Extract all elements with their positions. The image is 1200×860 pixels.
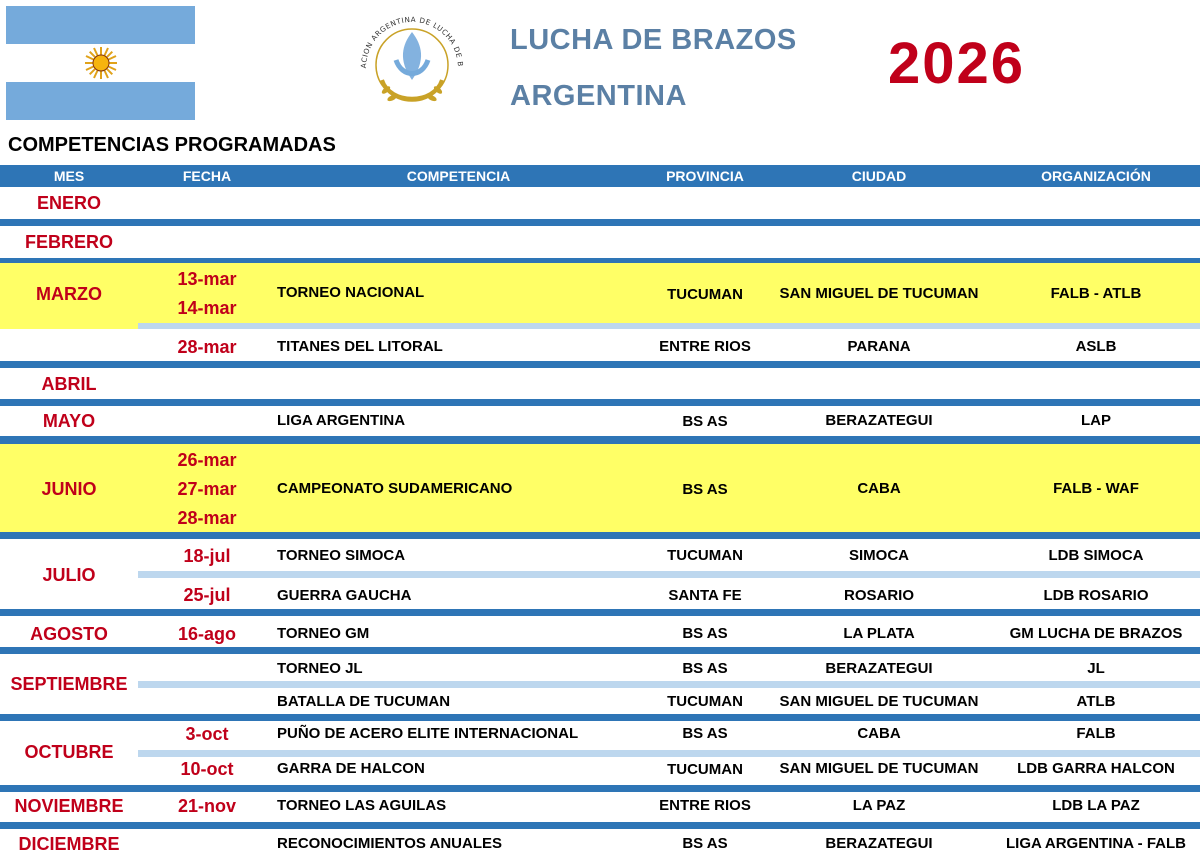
page-title-line2: ARGENTINA <box>510 80 687 112</box>
event-provincia: BS AS <box>682 481 728 498</box>
event-provincia: SANTA FE <box>668 587 742 604</box>
event-organizacion: LDB ROSARIO <box>1043 587 1149 604</box>
event-organizacion: LDB LA PAZ <box>1052 797 1140 814</box>
row-divider <box>0 361 1200 368</box>
row-divider <box>138 681 1200 688</box>
month-septiembre: SEPTIEMBRE <box>10 674 128 694</box>
month-marzo: MARZO <box>36 284 102 304</box>
event-organizacion: ATLB <box>1076 693 1116 710</box>
event-provincia: ENTRE RIOS <box>659 797 751 814</box>
event-ciudad: BERAZATEGUI <box>825 412 933 429</box>
event-date: 10-oct <box>180 759 234 779</box>
event-organizacion: FALB - ATLB <box>1050 285 1142 302</box>
month-abril: ABRIL <box>41 374 97 394</box>
row-divider <box>138 323 1200 329</box>
row-divider <box>138 571 1200 578</box>
event-organizacion: JL <box>1087 660 1105 677</box>
row-divider <box>0 399 1200 406</box>
month-noviembre: NOVIEMBRE <box>14 796 124 816</box>
highlight-marzo-mes <box>0 323 138 329</box>
event-ciudad: SAN MIGUEL DE TUCUMAN <box>779 285 979 302</box>
event-ciudad: CABA <box>857 480 901 497</box>
event-ciudad: PARANA <box>847 338 911 355</box>
month-julio: JULIO <box>42 565 96 585</box>
event-organizacion: ASLB <box>1075 338 1117 355</box>
event-competencia: TITANES DEL LITORAL <box>277 338 443 355</box>
event-date: 3-oct <box>185 724 229 744</box>
event-date: 21-nov <box>177 796 237 816</box>
month-octubre: OCTUBRE <box>24 742 114 762</box>
event-competencia: TORNEO JL <box>277 660 363 677</box>
year-label: 2026 <box>888 31 1026 96</box>
row-divider <box>0 714 1200 721</box>
event-competencia: TORNEO LAS AGUILAS <box>277 797 447 814</box>
row-divider <box>0 822 1200 829</box>
event-provincia: BS AS <box>682 660 728 677</box>
column-header-mes: MES <box>53 168 85 184</box>
event-date: 14-mar <box>177 298 237 318</box>
event-provincia: BS AS <box>682 835 728 852</box>
event-date: 28-mar <box>177 508 237 528</box>
event-ciudad: LA PLATA <box>843 625 915 642</box>
event-provincia: ENTRE RIOS <box>659 338 751 355</box>
event-organizacion: LDB GARRA HALCON <box>1017 760 1175 777</box>
event-organizacion: FALB - WAF <box>1053 480 1139 497</box>
event-competencia: TORNEO NACIONAL <box>277 284 425 301</box>
event-provincia: TUCUMAN <box>667 761 743 778</box>
event-organizacion: LIGA ARGENTINA - FALB <box>1006 835 1186 852</box>
row-divider <box>0 609 1200 616</box>
event-date: 26-mar <box>177 450 237 470</box>
event-competencia: RECONOCIMIENTOS ANUALES <box>277 835 503 852</box>
event-ciudad: LA PAZ <box>852 797 906 814</box>
event-provincia: TUCUMAN <box>667 693 743 710</box>
federation-seal <box>352 10 472 120</box>
event-competencia: TORNEO SIMOCA <box>277 547 406 564</box>
event-ciudad: SAN MIGUEL DE TUCUMAN <box>779 760 979 777</box>
event-provincia: TUCUMAN <box>667 547 743 564</box>
section-title: COMPETENCIAS PROGRAMADAS <box>8 134 336 156</box>
event-competencia: TORNEO GM <box>277 625 370 642</box>
row-divider <box>0 219 1200 226</box>
event-date: 25-jul <box>183 585 231 605</box>
table-header <box>0 165 1200 187</box>
event-date: 18-jul <box>183 546 231 566</box>
month-enero: ENERO <box>36 193 101 213</box>
event-ciudad: ROSARIO <box>843 587 914 604</box>
event-ciudad: BERAZATEGUI <box>825 835 933 852</box>
row-divider <box>0 532 1200 539</box>
column-header-provincia: PROVINCIA <box>666 168 744 184</box>
event-date: 13-mar <box>177 269 237 289</box>
month-junio: JUNIO <box>41 479 97 499</box>
month-agosto: AGOSTO <box>30 624 108 644</box>
event-competencia: PUÑO DE ACERO ELITE INTERNACIONAL <box>277 725 579 742</box>
event-competencia: LIGA ARGENTINA <box>277 412 406 429</box>
event-ciudad: BERAZATEGUI <box>825 660 933 677</box>
event-ciudad: CABA <box>857 725 901 742</box>
event-provincia: BS AS <box>682 725 728 742</box>
event-ciudad: SIMOCA <box>849 547 909 564</box>
event-competencia: GARRA DE HALCON <box>277 760 425 777</box>
month-diciembre: DICIEMBRE <box>18 834 120 854</box>
row-divider <box>0 436 1200 444</box>
event-competencia: CAMPEONATO SUDAMERICANO <box>277 480 513 497</box>
event-organizacion: LAP <box>1081 412 1111 429</box>
row-divider <box>0 785 1200 792</box>
event-date: 28-mar <box>177 337 237 357</box>
column-header-competencia: COMPETENCIA <box>406 168 511 184</box>
event-competencia: GUERRA GAUCHA <box>277 587 412 604</box>
row-divider <box>138 750 1200 757</box>
event-organizacion: LDB SIMOCA <box>1048 547 1144 564</box>
sun-of-may-icon <box>84 46 118 80</box>
column-header-organizacion: ORGANIZACIÓN <box>1041 168 1151 184</box>
row-divider <box>0 258 1200 263</box>
row-divider <box>0 647 1200 654</box>
event-date: 16-ago <box>177 624 237 644</box>
event-provincia: BS AS <box>682 625 728 642</box>
month-mayo: MAYO <box>42 411 96 431</box>
event-competencia: BATALLA DE TUCUMAN <box>277 693 451 710</box>
page-title-line1: LUCHA DE BRAZOS <box>510 24 797 56</box>
month-febrero: FEBRERO <box>24 232 113 252</box>
event-date: 27-mar <box>177 479 237 499</box>
event-provincia: BS AS <box>682 413 728 430</box>
argentina-flag <box>6 6 195 120</box>
column-header-ciudad: CIUDAD <box>851 168 907 184</box>
event-ciudad: SAN MIGUEL DE TUCUMAN <box>779 693 979 710</box>
event-organizacion: FALB <box>1076 725 1116 742</box>
column-header-fecha: FECHA <box>182 168 232 184</box>
event-organizacion: GM LUCHA DE BRAZOS <box>1009 625 1183 642</box>
event-provincia: TUCUMAN <box>667 286 743 303</box>
svg-text:FEDERACION ARGENTINA DE LUCHA: ACION ARGENTINA DE LUCHA DE B <box>358 14 466 69</box>
